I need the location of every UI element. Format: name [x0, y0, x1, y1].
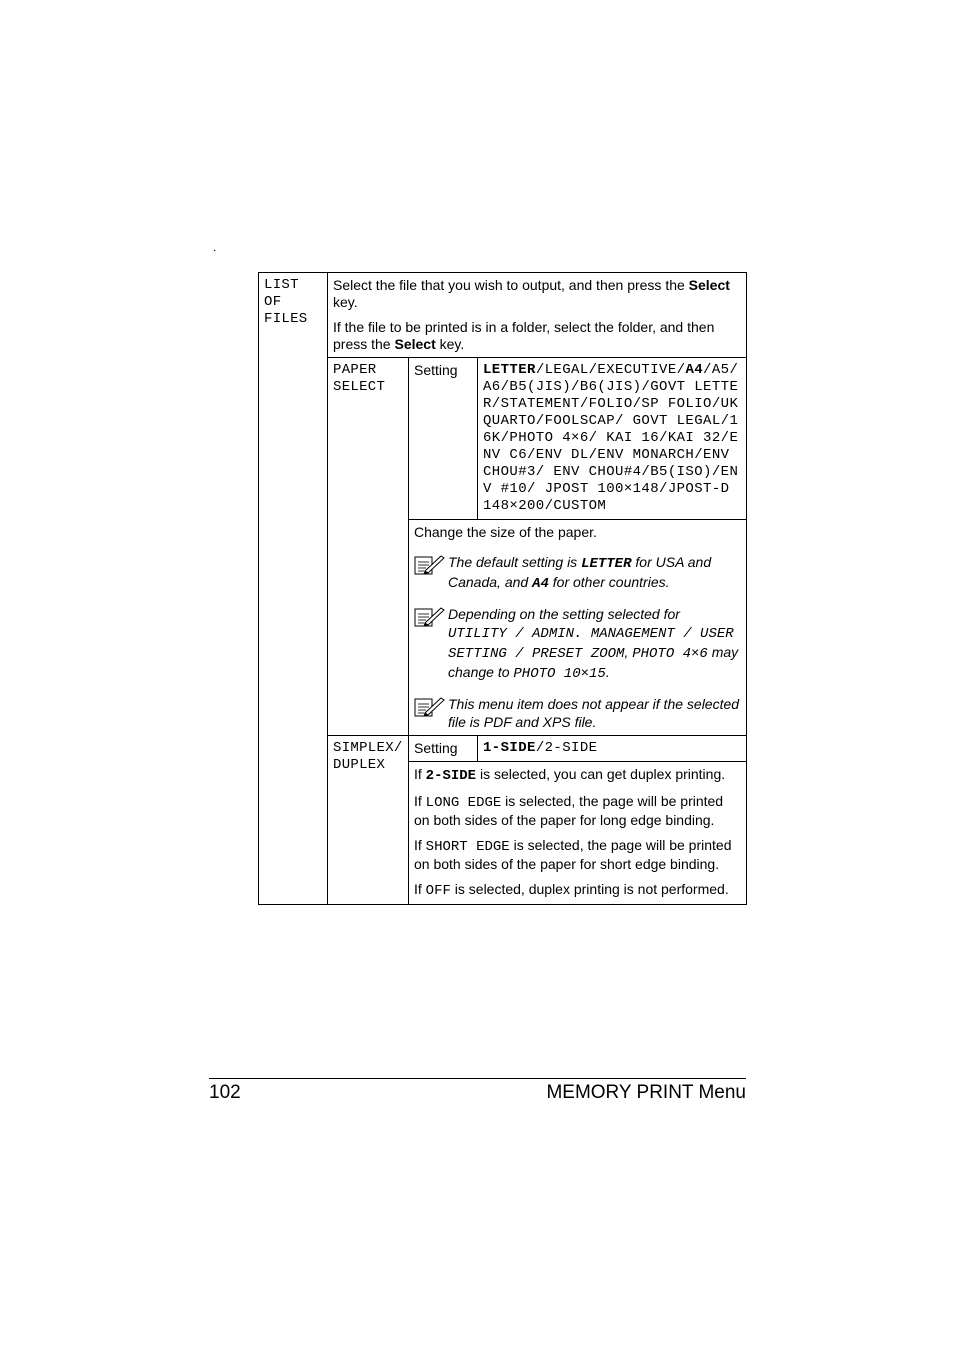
desc-text: is selected, the page will be printed on both sides of the paper for long edge binding.: [414, 793, 724, 828]
note-keyword: PHOTO 10×15: [513, 666, 606, 682]
note-text-part: .: [605, 664, 610, 680]
select-key-label: Select: [394, 336, 436, 352]
note-pencil-icon: [414, 605, 448, 633]
menu-table: [258, 272, 747, 905]
item-label-line: FILES: [264, 311, 308, 327]
note-pencil-icon: [414, 695, 448, 723]
default-option: LETTER: [483, 362, 536, 378]
desc-text: key.: [333, 294, 358, 310]
note-text-part: for USA and Canada, and: [448, 554, 712, 590]
desc-text: Select the file that you wish to output, and then press the: [333, 277, 689, 293]
item-list-of-files: [259, 273, 328, 905]
desc-text: is selected, duplex printing is not performed.: [450, 881, 729, 897]
select-key-label: Select: [688, 277, 730, 293]
note: [414, 695, 742, 731]
paper-size-options: [478, 358, 747, 520]
note: [414, 605, 742, 683]
duplex-options: [478, 736, 747, 762]
paper-select-description: [409, 520, 747, 736]
note: [414, 553, 742, 593]
simplex-duplex-description: [409, 762, 747, 905]
row-simplex-duplex-setting: [259, 736, 747, 762]
desc-keyword: 2-SIDE: [425, 768, 477, 784]
note-keyword: A4: [532, 576, 549, 592]
option-list: /2-SIDE: [535, 740, 598, 756]
list-of-files-description: [328, 273, 747, 358]
item-label-line: OF: [264, 294, 282, 310]
section-title: MEMORY PRINT Menu: [546, 1082, 746, 1103]
row-paper-select-setting: [259, 358, 747, 520]
note-text: [448, 605, 742, 683]
page-number: 102: [209, 1082, 241, 1103]
row-list-of-files: [259, 273, 747, 358]
note-text: This menu item does not appear if the selected file is PDF and XPS file.: [448, 696, 740, 730]
note-keyword: UTILITY / ADMIN. MANAGEMENT / USER SETTING / PRESET ZOOM: [448, 626, 734, 662]
note-keyword: PHOTO 4×6: [632, 646, 708, 662]
option-list: /A5/A6/B5(JIS)/B6(JIS)/GOVT LETTER/STATEMENT/FOLIO/SP FOLIO/UK QUARTO/FOOLSCAP/ GOVT LEGAL/16K/PHOTO 4×6/ KAI 16/KAI 32/ENV C6/ENV DL/ENV MONARCH/ENV CHOU#3/ ENV CHOU#4/B5(ISO)/ENV #10/ JPOST 100×148/JPOST-D 148×200/CUSTOM: [483, 362, 739, 514]
option-list: /LEGAL/EXECUTIVE/: [535, 362, 686, 378]
item-paper-select: [328, 358, 409, 736]
desc-text: key.: [435, 336, 465, 352]
item-label-line: SELECT: [333, 379, 386, 395]
item-label-line: SIMPLEX/: [333, 740, 403, 756]
default-option: 1-SIDE: [483, 740, 536, 756]
desc-keyword: SHORT EDGE: [425, 839, 510, 855]
desc-text: If: [414, 793, 426, 809]
note-text-part: for other countries.: [548, 574, 670, 590]
desc-text: is selected, you can get duplex printing.: [476, 766, 726, 782]
desc-text: Change the size of the paper.: [414, 524, 597, 540]
note-text-part: may change to: [448, 644, 739, 680]
desc-text: If: [414, 837, 426, 853]
item-label-line: PAPER: [333, 362, 377, 378]
desc-text: If the file to be printed is in a folder, select the folder, and then press the: [333, 319, 715, 352]
footer-rule: [209, 1078, 746, 1079]
note-text-part: ,: [624, 644, 633, 660]
desc-keyword: LONG EDGE: [425, 795, 502, 811]
desc-keyword: OFF: [425, 883, 451, 899]
setting-label: Setting: [409, 358, 478, 520]
setting-label: Setting: [409, 736, 478, 762]
stray-mark: .: [213, 240, 217, 254]
note-keyword: LETTER: [581, 556, 632, 572]
desc-text: If: [414, 766, 426, 782]
note-text: [448, 553, 742, 593]
item-simplex-duplex: [328, 736, 409, 905]
note-pencil-icon: [414, 553, 448, 581]
item-label-line: LIST: [264, 277, 299, 293]
desc-text: is selected, the page will be printed on both sides of the paper for short edge binding.: [414, 837, 732, 872]
default-option: A4: [685, 362, 704, 378]
note-text-part: Depending on the setting selected for: [448, 606, 680, 622]
note-text-part: The default setting is: [448, 554, 582, 570]
item-label-line: DUPLEX: [333, 757, 386, 773]
desc-text: If: [414, 881, 426, 897]
